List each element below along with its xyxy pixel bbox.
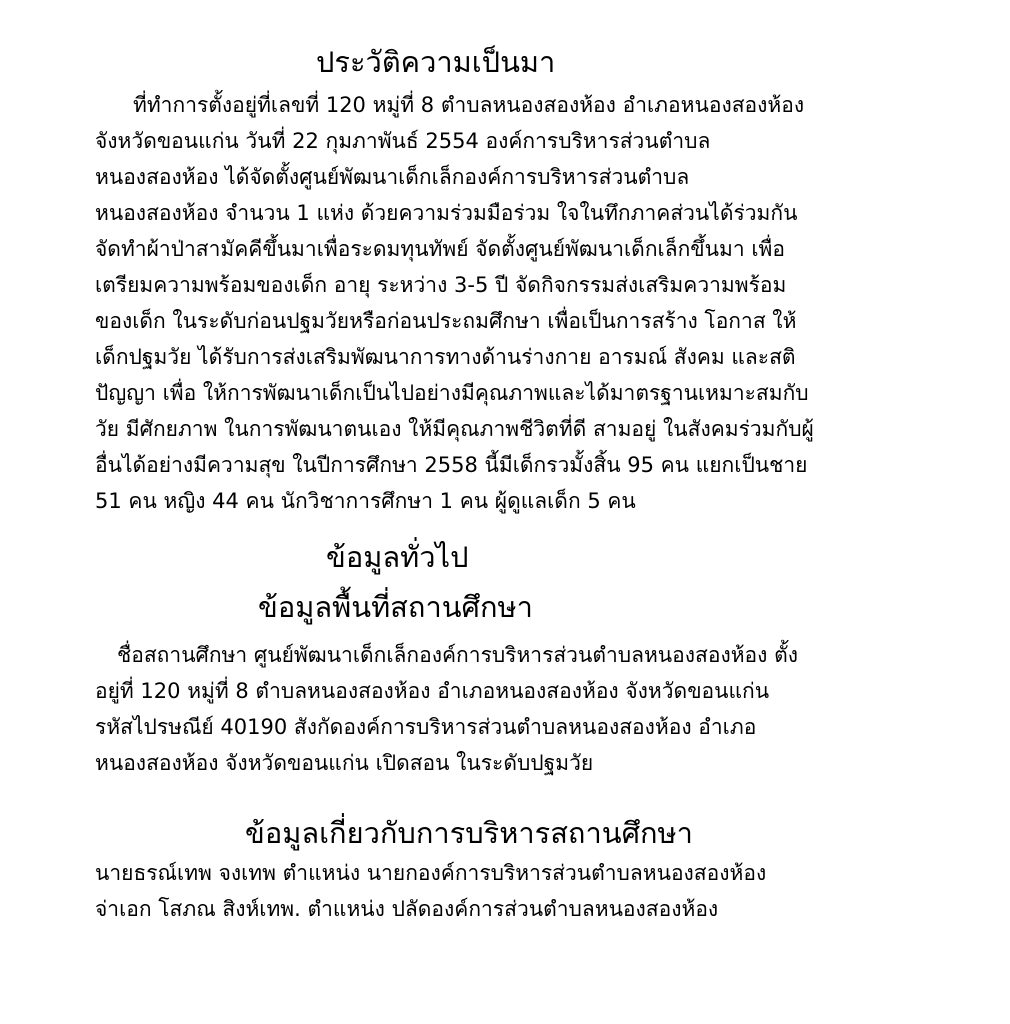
general-line: รหัสไปรษณีย์ 40190 สังกัดองค์การบริหารส่วนตำบลหนองสองห้อง อำเภอ: [95, 715, 757, 739]
history-line: อื่นได้อย่างมีความสุข ในปีการศึกษา 2558 นี้มีเด็กรวมั้งสิ้น 95 คน แยกเป็นชาย: [95, 453, 808, 477]
admin-line: จ่าเอก โสภณ สิงห์เทพ. ตำแหน่ง ปลัดองค์การส่วนตำบลหนองสองห้อง: [95, 897, 719, 921]
history-line: ปัญญา เพื่อ ให้การพัฒนาเด็กเป็นไปอย่างมีคุณภาพและได้มาตรฐานเหมาะสมกับ: [95, 381, 809, 405]
general-subtitle: ข้อมูลพื้นที่สถานศึกษา: [258, 590, 533, 624]
admin-title: ข้อมูลเกี่ยวกับการบริหารสถานศึกษา: [245, 816, 693, 850]
general-line: หนองสองห้อง จังหวัดขอนแก่น เปิดสอน ในระดับปฐมวัย: [95, 751, 594, 775]
history-line: เตรียมความพร้อมของเด็ก อายุ ระหว่าง 3-5 ปี จัดกิจกรรมส่งเสริมความพร้อม: [95, 273, 787, 297]
history-line: หนองสองห้อง ได้จัดตั้งศูนย์พัฒนาเด็กเล็กองค์การบริหารส่วนตำบล: [95, 165, 690, 189]
general-line: อยู่ที่ 120 หมู่ที่ 8 ตำบลหนองสองห้อง อำเภอหนองสองห้อง จังหวัดขอนแก่น: [95, 679, 770, 703]
history-line: วัย มีศักยภาพ ในการพัฒนาตนเอง ให้มีคุณภาพชีวิตที่ดี สามอยู่ ในสังคมร่วมกับผู้: [95, 417, 814, 441]
history-line: จังหวัดขอนแก่น วันที่ 22 กุมภาพันธ์ 2554 องค์การบริหารส่วนตำบล: [95, 129, 711, 153]
history-line: 51 คน หญิง 44 คน นักวิชาการศึกษา 1 คน ผู้ดูแลเด็ก 5 คน: [95, 489, 636, 513]
history-line: เด็กปฐมวัย ได้รับการส่งเสริมพัฒนาการทางด้านร่างกาย อารมณ์ สังคม และสติ: [95, 345, 796, 369]
history-title: ประวัติความเป็นมา: [316, 45, 556, 79]
history-line: หนองสองห้อง จำนวน 1 แห่ง ด้วยความร่วมมือร่วม ใจในทึกภาคส่วนได้ร่วมกัน: [95, 201, 798, 225]
general-line: ชื่อสถานศึกษา ศูนย์พัฒนาเด็กเล็กองค์การบริหารส่วนตำบลหนองสองห้อง ตั้ง: [117, 643, 798, 667]
general-title: ข้อมูลทั่วไป: [326, 540, 469, 574]
history-line: ของเด็ก ในระดับก่อนปฐมวัยหรือก่อนประถมศึกษา เพื่อเป็นการสร้าง โอกาส ให้: [95, 309, 797, 333]
history-line: จัดทำผ้าป่าสามัคคีขึ้นมาเพื่อระดมทุนทัพย์ จัดตั้งศูนย์พัฒนาเด็กเล็กขึ้นมา เพื่อ: [95, 237, 785, 261]
history-line: ที่ทำการตั้งอยู่ที่เลขที่ 120 หมู่ที่ 8 ตำบลหนองสองห้อง อำเภอหนองสองห้อง: [133, 93, 805, 117]
admin-line: นายธรณ์เทพ จงเทพ ตำแหน่ง นายกองค์การบริหารส่วนตำบลหนองสองห้อง: [95, 861, 767, 885]
